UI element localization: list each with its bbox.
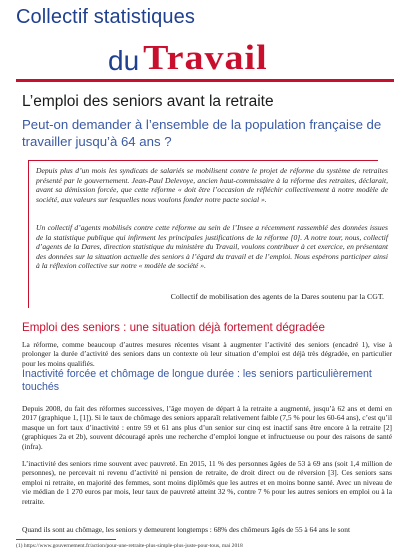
masthead-travail-logo: Travail (143, 38, 268, 78)
masthead-title-line1: Collectif statistiques (16, 6, 195, 28)
intro-signature: Collectif de mobilisation des agents de la Dares soutenu par la CGT. (170, 292, 384, 301)
footnote-rule (16, 539, 116, 540)
section1-paragraph: La réforme, comme beaucoup d’autres mesures récentes visant à augmenter l’activité des seniors (encadré 1), vise à prolonger la durée d’activité des seniors dans un contexte où leur situation d’emploi est déjà très dégradée, en particulier pour les moins qualifiés. (22, 340, 392, 368)
intro-paragraph-1: Depuis plus d’un mois les syndicats de salariés se mobilisent contre le projet de réforme du système de retraites présenté par le gouvernement. Jean-Paul Delevoye, ancien haut-commissaire à la réforme des retraites, déclarait, avant sa démission forcée, que cette réforme « doit être l’occasion de réfléchir collectivement à notre modèle de société, aux valeurs sur lesquelles nous voulons fonder notre pacte social ». (36, 166, 388, 204)
section2-paragraph-3: Quand ils sont au chômage, les seniors y demeurent longtemps : 68% des chômeurs âgés de 55 à 64 ans le sont (22, 525, 350, 534)
masthead-du: du (108, 45, 140, 76)
footnote: (1) https://www.gouvernement.fr/action/pour-une-retraite-plus-simple-plus-juste-pour-tous, mai 2018 (16, 543, 243, 549)
intro-paragraph-2: Un collectif d’agents mobilisés contre cette réforme au sein de l’Insee a récemment rassemblé des données issues de la statistique publique qui infirment les principales justifications de la réforme [0]. A notre tour, nous, collectif d’agents de la Dares, direction statistique du ministère du Travail, voulons contribuer à cet exercice, en présentant des données sur la situation actuelle des seniors à l’égard du travail et de l’emploi. Nous espérons participer ainsi à la réflexion collective sur notre « modèle de société ». (36, 223, 388, 271)
section2-paragraph-2: L’inactivité des seniors rime souvent avec pauvreté. En 2015, 11 % des personnes âgées de 53 à 69 ans (soit 1,4 million de personnes), ne percevait ni revenu d’activité ni pension de retraite, de droit direct ou de réversion [3]. Ces seniors sans emploi ni retraite, en majorité des femmes, sont moins diplômés que les autres et en moins bonne santé. Avec un niveau de vie médian de 1 270 euros par mois, leur taux de pauvreté atteint 32 %, contre 7 % pour les autres seniors en emploi ou à la retraite. (22, 459, 392, 506)
section-heading-2: Inactivité forcée et chômage de longue durée : les seniors particulièrement touchés (22, 368, 372, 393)
page-subtitle: Peut-on demander à l’ensemble de la population française de travailler jusqu’à 64 ans ? (22, 117, 382, 149)
masthead-rule (16, 79, 394, 82)
section2-paragraph-1: Depuis 2008, du fait des réformes successives, l’âge moyen de départ à la retraite a augmenté, jusqu’à 62 ans et demi en 2017 (graphique 1, [1]). Si le taux de chômage des seniors apparaît relativement faible (7,5 % pour les 60-64 ans), c’est qu’il masque un fort taux d’inactivité : entre 59 et 61 ans plus d’un senior sur cinq est inactif sans être encore à la retraite [2] (graphiques 2a et 2b), souvent découragé après une recherche d’emploi longue et infructueuse ou pour des raisons de santé (infra). (22, 404, 392, 451)
page-title: L’emploi des seniors avant la retraite (22, 93, 274, 110)
section-heading-1: Emploi des seniors : une situation déjà fortement dégradée (22, 321, 325, 334)
masthead-title-line2 (108, 36, 268, 80)
masthead (0, 0, 408, 78)
